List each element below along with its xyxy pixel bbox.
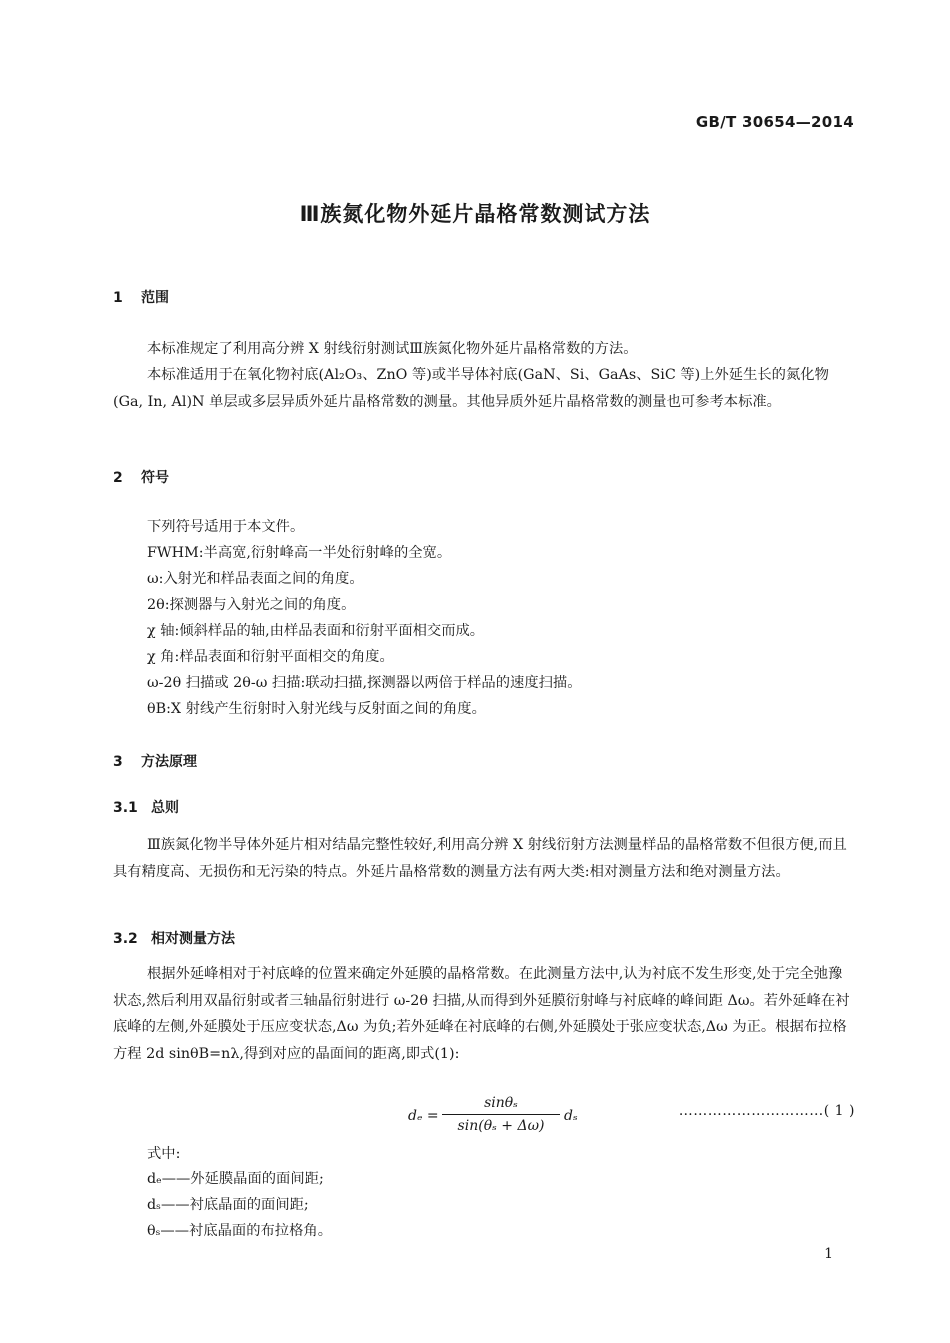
section-title: 相对测量方法 bbox=[151, 931, 235, 947]
section-1-heading bbox=[113, 287, 169, 307]
symbol-item: ω:入射光和样品表面之间的角度。 bbox=[147, 571, 364, 587]
section-3-2-heading bbox=[113, 928, 235, 948]
section-title: 方法原理 bbox=[141, 754, 197, 770]
section-3-heading bbox=[113, 751, 197, 771]
section-title: 范围 bbox=[141, 290, 169, 306]
equation-lhs: dₑ = bbox=[408, 1108, 439, 1124]
section-title: 符号 bbox=[141, 470, 169, 486]
symbol-item: χ 角:样品表面和衍射平面相交的角度。 bbox=[147, 649, 394, 665]
symbol-item: ω-2θ 扫描或 2θ-ω 扫描:联动扫描,探测器以两倍于样品的速度扫描。 bbox=[147, 675, 582, 691]
document-title: Ⅲ族氮化物外延片晶格常数测试方法 bbox=[299, 202, 651, 226]
section-3-1-heading bbox=[113, 797, 179, 817]
symbol-item: θB:X 射线产生衍射时入射光线与反射面之间的角度。 bbox=[147, 701, 486, 717]
page-number: 1 bbox=[824, 1246, 833, 1262]
equation-number: …………………………( 1 ) bbox=[678, 1103, 855, 1119]
fraction-bar bbox=[442, 1114, 560, 1115]
equation-denominator: sin(θₛ + Δω) bbox=[457, 1118, 545, 1134]
paragraph: 本标准适用于在氧化物衬底(Al₂O₃、ZnO 等)或半导体衬底(GaN、Si、GaAs、SiC 等)上外延生长的氮化物(Ga, In, Al)N 单层或多层异质外延片晶格常数的测量。其他异质外延片晶格常数的测量也可参考本标准。 bbox=[113, 367, 829, 410]
paragraph: 根据外延峰相对于衬底峰的位置来确定外延膜的晶格常数。在此测量方法中,认为衬底不发生形变,处于完全弛豫状态,然后利用双晶衍射或者三轴晶衍射进行 ω-2θ 扫描,从而得到外延膜衍射峰与衬底峰的峰间距 Δω。若外延峰在衬底峰的左侧,外延膜处于压应变状态,Δω 为负;若外延峰在衬底峰的右侧,外延膜处于张应变状态,Δω 为正。根据布拉格方程 2d sinθB=nλ,得到对应的晶面间的距离,即式(1): bbox=[113, 966, 850, 1062]
equation-numerator: sinθₛ bbox=[484, 1095, 518, 1111]
where-item: θₛ——衬底晶面的布拉格角。 bbox=[147, 1223, 332, 1239]
section-number: 1 bbox=[113, 290, 123, 306]
paragraph: Ⅲ族氮化物半导体外延片相对结晶完整性较好,利用高分辨 X 射线衍射方法测量样品的晶格常数不但很方便,而且具有精度高、无损伤和无污染的特点。外延片晶格常数的测量方法有两大类:相对测量方法和绝对测量方法。 bbox=[113, 837, 847, 880]
section-number: 3.1 bbox=[113, 800, 138, 816]
section-2-heading bbox=[113, 467, 169, 487]
where-item: dₑ——外延膜晶面的面间距; bbox=[147, 1171, 324, 1187]
symbol-item: χ 轴:倾斜样品的轴,由样品表面和衍射平面相交而成。 bbox=[147, 623, 485, 639]
symbol-item: FWHM:半高宽,衍射峰高一半处衍射峰的全宽。 bbox=[147, 545, 452, 561]
paragraph: 本标准规定了利用高分辨 X 射线衍射测试Ⅲ族氮化物外延片晶格常数的方法。 bbox=[147, 341, 638, 357]
section-number: 2 bbox=[113, 470, 123, 486]
section-number: 3.2 bbox=[113, 931, 138, 947]
equation-rhs: dₛ bbox=[564, 1108, 578, 1124]
symbol-item: 下列符号适用于本文件。 bbox=[147, 519, 305, 535]
section-title: 总则 bbox=[151, 800, 179, 816]
section-number: 3 bbox=[113, 754, 123, 770]
standard-number: GB/T 30654—2014 bbox=[695, 113, 854, 131]
symbol-item: 2θ:探测器与入射光之间的角度。 bbox=[147, 597, 356, 613]
where-item: dₛ——衬底晶面的面间距; bbox=[147, 1197, 309, 1213]
equation-fraction bbox=[442, 1093, 560, 1136]
where-label: 式中: bbox=[147, 1146, 181, 1162]
